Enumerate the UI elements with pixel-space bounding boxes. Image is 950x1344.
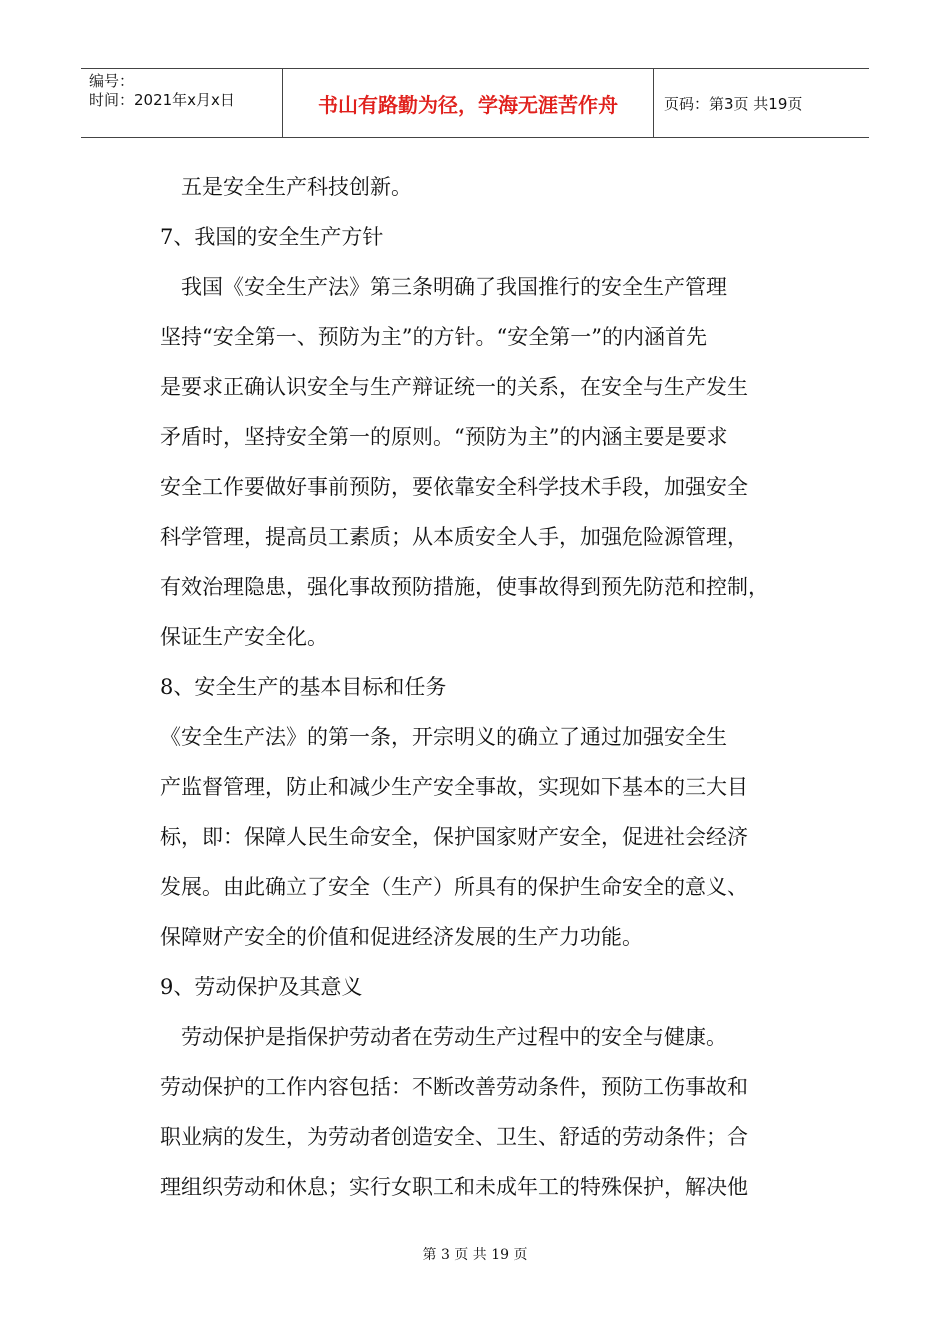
- header-meta: [81, 69, 283, 137]
- section-heading: 8、安全生产的基本目标和任务: [160, 675, 447, 699]
- text-line: 我国《安全生产法》第三条明确了我国推行的安全生产管理: [160, 275, 727, 299]
- text-line: 劳动保护的工作内容包括：不断改善劳动条件，预防工伤事故和: [160, 1075, 748, 1099]
- text-line: 五是安全生产科技创新。: [160, 175, 412, 199]
- text-line: 保障财产安全的价值和促进经济发展的生产力功能。: [160, 925, 643, 949]
- text-line: 是要求正确认识安全与生产辩证统一的关系，在安全与生产发生: [160, 375, 748, 399]
- text-line: 科学管理，提高员工素质；从本质安全人手，加强危险源管理，: [160, 525, 748, 549]
- document-number-label: 编号：: [89, 72, 135, 90]
- page-footer: 第 3 页 共 19 页: [422, 1247, 528, 1263]
- header-page-code: 页码：第3页 共19页: [664, 94, 803, 113]
- text-line: 《安全生产法》的第一条，开宗明义的确立了通过加强安全生: [160, 725, 727, 749]
- text-line: 矛盾时，坚持安全第一的原则。“预防为主”的内涵主要是要求: [160, 425, 728, 449]
- text-line: 职业病的发生，为劳动者创造安全、卫生、舒适的劳动条件；合: [160, 1125, 748, 1149]
- text-line: 有效治理隐患，强化事故预防措施，使事故得到预先防范和控制，: [160, 575, 769, 599]
- text-line: 安全工作要做好事前预防，要依靠安全科学技术手段，加强安全: [160, 475, 748, 499]
- text-line: 标，即：保障人民生命安全，保护国家财产安全，促进社会经济: [160, 825, 748, 849]
- section-heading: 7、我国的安全生产方针: [160, 225, 384, 249]
- page-header: [81, 68, 869, 138]
- document-body: [160, 162, 820, 1212]
- text-line: 发展。由此确立了安全（生产）所具有的保护生命安全的意义、: [160, 875, 748, 899]
- text-line: 理组织劳动和休息；实行女职工和未成年工的特殊保护，解决他: [160, 1175, 748, 1199]
- section-heading: 9、劳动保护及其意义: [160, 975, 363, 999]
- text-line: 保证生产安全化。: [160, 625, 328, 649]
- document-date: 时间：2021年x月x日: [89, 91, 235, 109]
- header-slogan: 书山有路勤为径，学海无涯苦作舟: [283, 69, 654, 137]
- text-line: 坚持“安全第一、预防为主”的方针。“安全第一”的内涵首先: [160, 325, 707, 349]
- text-line: 产监督管理，防止和减少生产安全事故，实现如下基本的三大目: [160, 775, 748, 799]
- text-line: 劳动保护是指保护劳动者在劳动生产过程中的安全与健康。: [160, 1025, 727, 1049]
